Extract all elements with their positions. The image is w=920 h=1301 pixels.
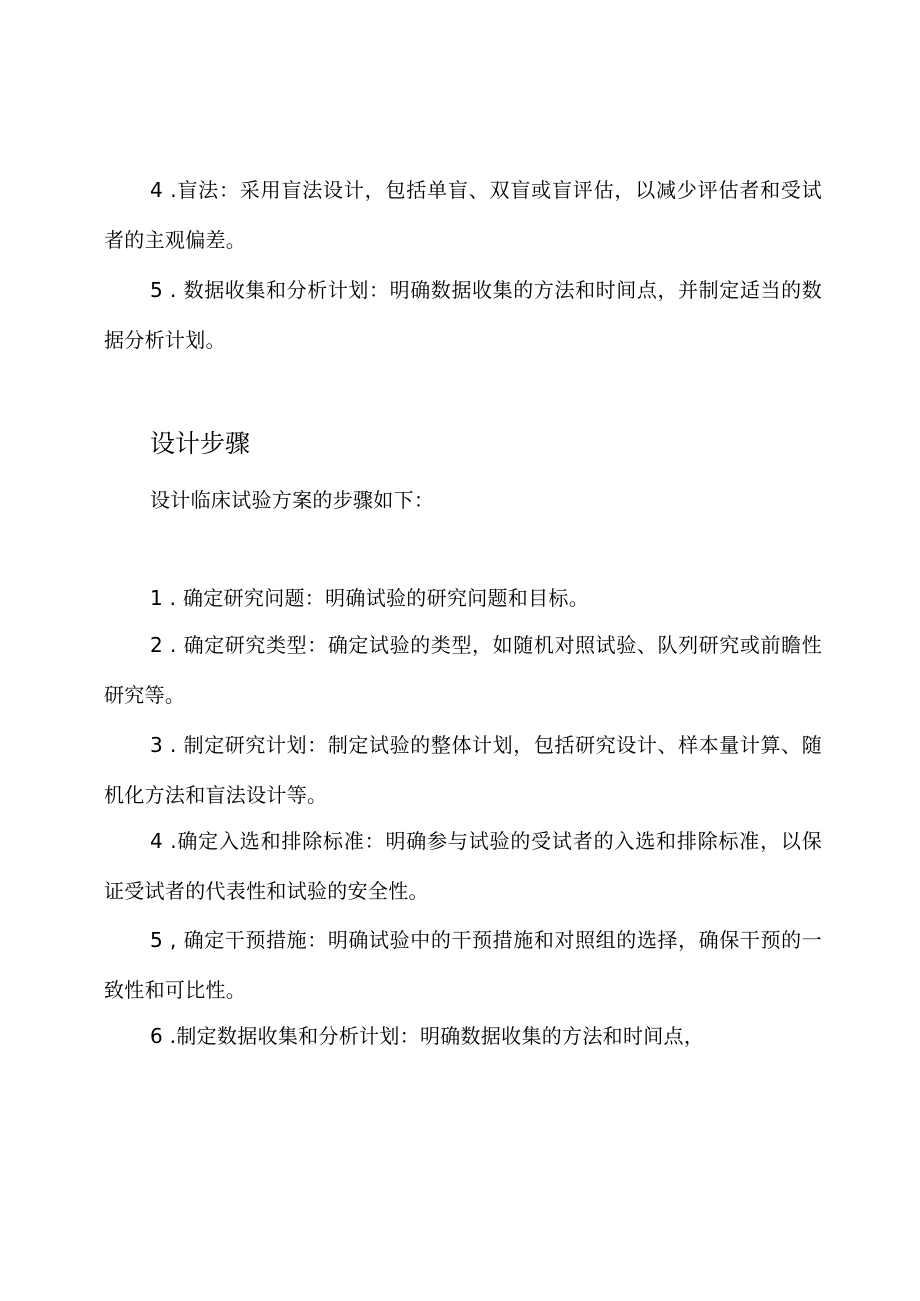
step-5: 5 , 确定干预措施：明确试验中的干预措施和对照组的选择，确保干预的一致性和可比性。	[104, 928, 822, 1002]
step-4: 4 .确定入选和排除标准：明确参与试验的受试者的入选和排除标准，以保证受试者的代表性和试验的安全性。	[104, 829, 822, 903]
paragraph-data-plan: 5 . 数据收集和分析计划：明确数据收集的方法和时间点，并制定适当的数据分析计划。	[104, 278, 822, 352]
step-2: 2 . 确定研究类型：确定试验的类型，如随机对照试验、队列研究或前瞻性研究等。	[104, 633, 822, 707]
step-1: 1 . 确定研究问题：明确试验的研究问题和目标。	[150, 586, 589, 610]
section-intro: 设计临床试验方案的步骤如下：	[150, 488, 435, 512]
section-heading: 设计步骤	[150, 429, 251, 458]
step-6: 6 .制定数据收集和分析计划：明确数据收集的方法和时间点，	[150, 1024, 705, 1048]
step-3: 3 . 制定研究计划：制定试验的整体计划，包括研究设计、样本量计算、随机化方法和盲法设计等。	[104, 733, 822, 807]
paragraph-blinding: 4 .盲法：采用盲法设计，包括单盲、双盲或盲评估，以减少评估者和受试者的主观偏差。	[104, 178, 822, 252]
